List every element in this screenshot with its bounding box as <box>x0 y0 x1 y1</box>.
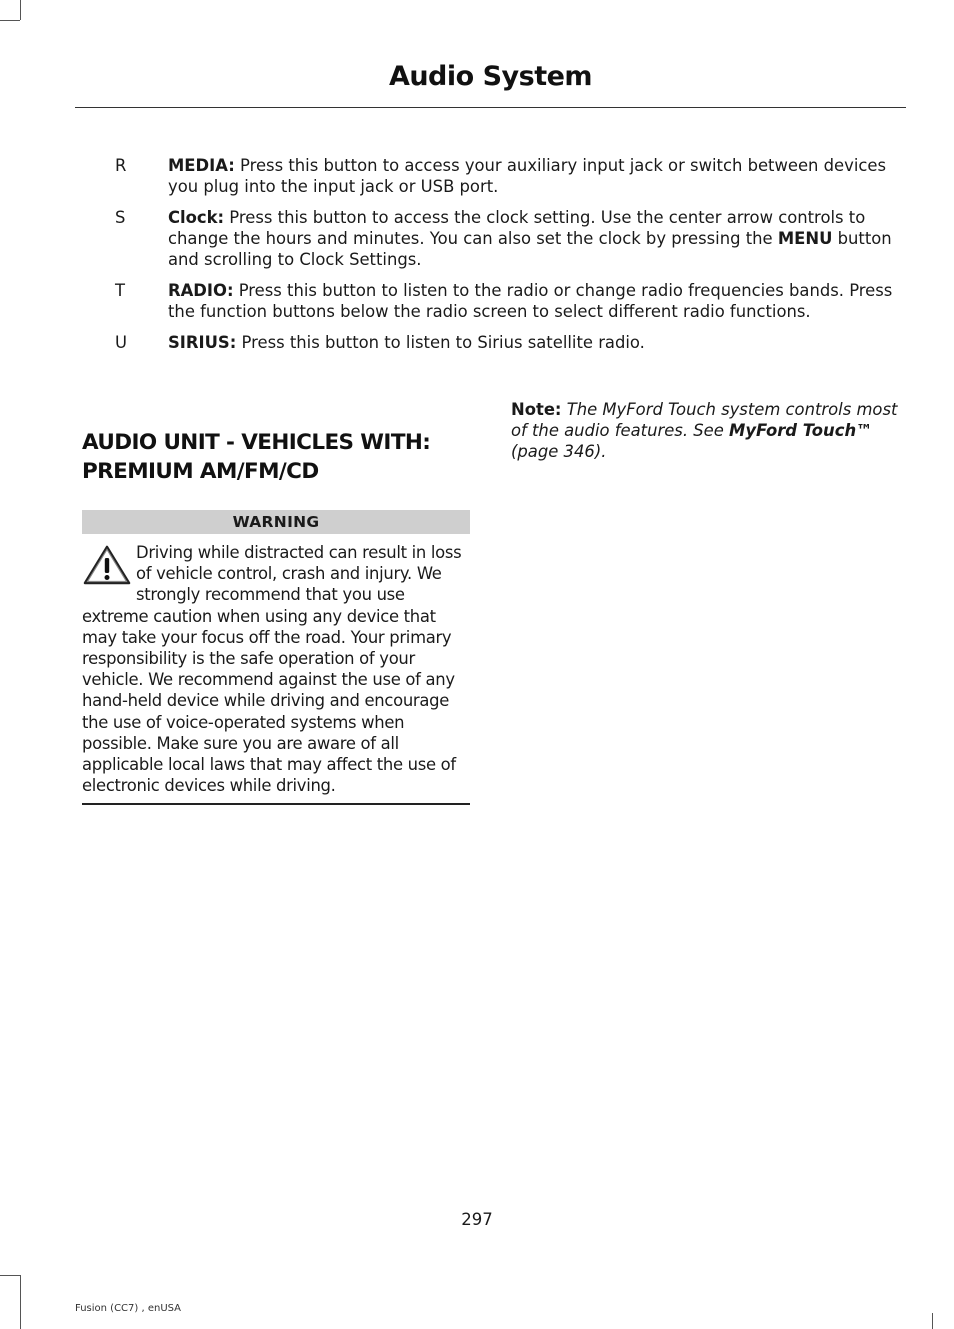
note-link[interactable]: MyFord Touch™ <box>729 421 873 440</box>
warning-title: WARNING <box>82 510 470 534</box>
page-header <box>75 58 906 108</box>
item-text: button and scrolling to Clock Settings. <box>168 229 892 269</box>
item-bold-term: MENU <box>777 229 833 248</box>
warning-triangle-icon <box>82 544 132 586</box>
footer-doc-id: Fusion (CC7) , enUSA <box>75 1303 182 1314</box>
warning-text: Driving while distracted can result in loss of vehicle control, crash and injury. We strongly recommend that you use extreme caution when using any device that may take your focus off the road. Your primary responsibility is the safe operation of your vehicle. We recommend against the use of any hand-held device while driving and encourage the use of voice-operated systems when possible. Make sure you are aware of all applicable local laws that may affect the use of electronic devices while driving. <box>82 543 462 796</box>
crop-mark <box>20 0 21 20</box>
note-page-ref: (page 346). <box>511 442 607 461</box>
item-text: Press this button to access your auxiliary input jack or switch between devices you plug into the input jack or USB port. <box>168 156 887 196</box>
note-text: The MyFord Touch system controls most of the audio features. See <box>511 400 898 440</box>
item-text: Press this button to listen to Sirius satellite radio. <box>236 333 645 352</box>
warning-body <box>82 542 470 796</box>
crop-mark <box>0 1275 20 1276</box>
item-text: Press this button to listen to the radio or change radio frequencies bands. Press the function buttons below the radio screen to select different radio functions. <box>168 281 893 321</box>
left-column <box>82 428 470 805</box>
list-item <box>113 207 898 270</box>
button-list <box>113 155 898 363</box>
crop-mark <box>0 20 20 21</box>
item-description <box>168 332 898 353</box>
list-item <box>113 332 898 353</box>
item-letter: S <box>115 208 126 227</box>
crop-mark <box>932 1313 933 1329</box>
item-text: Press this button to access the clock setting. Use the center arrow controls to change the hours and minutes. You can also set the clock by pressing the <box>168 208 866 248</box>
page-title: Audio System <box>388 61 593 92</box>
note <box>511 399 899 462</box>
item-label: RADIO: <box>168 281 234 300</box>
note-label: Note: <box>511 400 562 419</box>
item-label: MEDIA: <box>168 156 235 175</box>
warning-box <box>82 510 470 805</box>
item-letter: R <box>115 156 127 175</box>
item-letter: U <box>115 333 127 352</box>
item-letter: T <box>115 281 126 300</box>
item-description <box>168 280 898 322</box>
crop-mark <box>20 1275 21 1329</box>
item-label: SIRIUS: <box>168 333 237 352</box>
item-description <box>168 155 898 197</box>
section-heading: AUDIO UNIT - VEHICLES WITH: PREMIUM AM/FM/CD <box>82 430 431 484</box>
list-item <box>113 280 898 322</box>
item-description <box>168 207 898 270</box>
list-item <box>113 155 898 197</box>
page-number: 297 <box>461 1210 493 1229</box>
item-label: Clock: <box>168 208 225 227</box>
